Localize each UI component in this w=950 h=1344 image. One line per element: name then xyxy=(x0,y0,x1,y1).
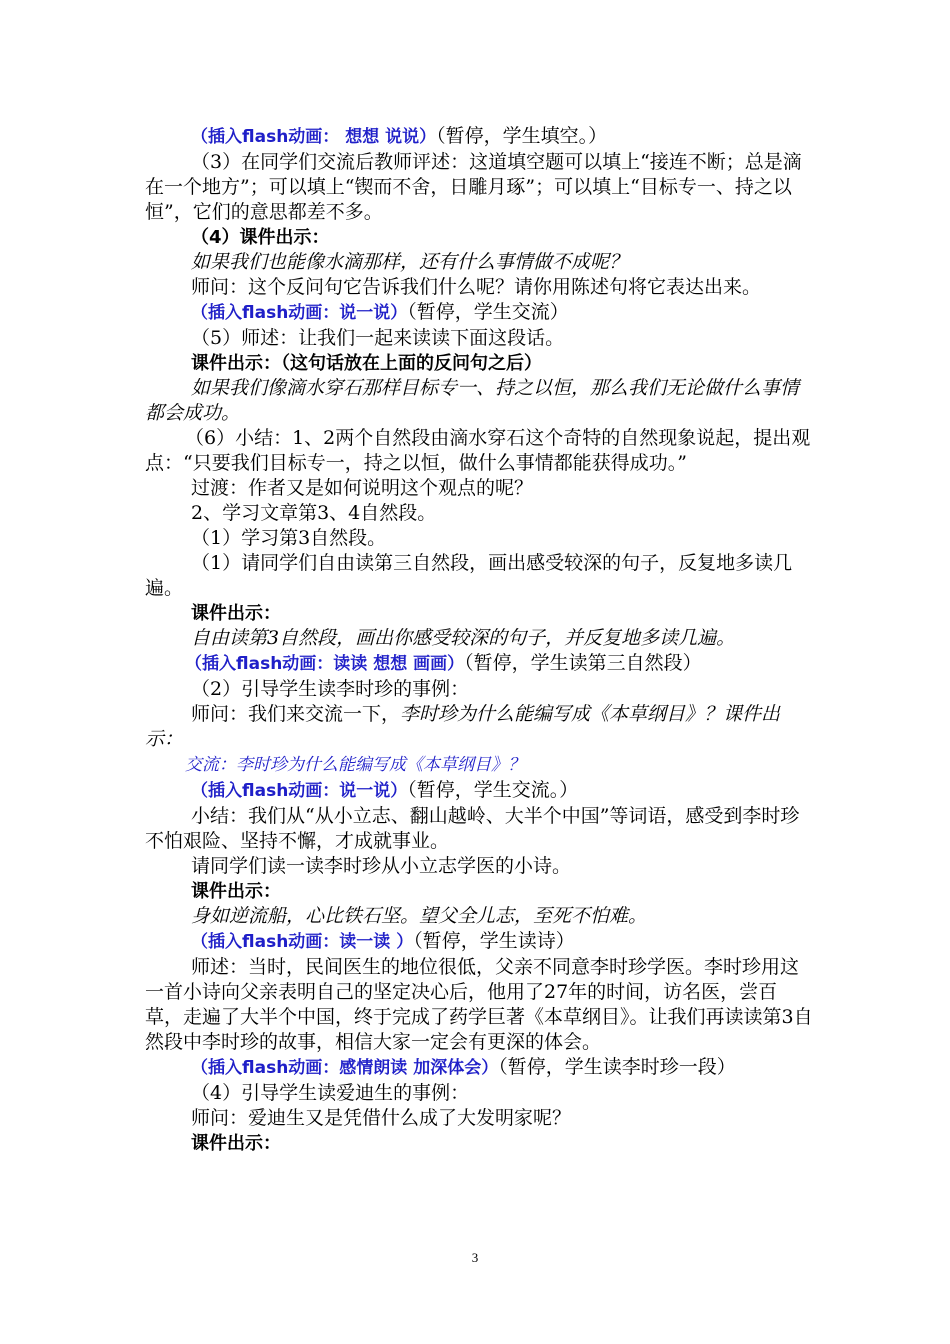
text-run: （3）在同学们交流后教师评述：这道填空题可以填上“接连不断；总是滴在一个地方”；可以填上“锲而不舍，日雕月琢”；可以填上“目标专一、持之以恒”，它们的意思都差不多。 xyxy=(145,151,802,223)
text-run: （暂停，学生交流。） xyxy=(407,779,579,801)
text-run: 小结：我们从“从小立志、翻山越岭、大半个中国”等词语，感受到李时珍不怕艰险、坚持不懈，才成就事业。 xyxy=(145,805,800,852)
text-run: 如果我们像滴水穿石那样目标专一、持之以恒，那么我们无论做什么事情都会成功。 xyxy=(145,377,800,424)
text-run: （插入flash动画：读一读 ） xyxy=(191,932,414,952)
text-run: （1）请同学们自由读第三自然段，画出感受较深的句子，反复地多读几遍。 xyxy=(145,552,793,599)
text-run: （2）引导学生读李时珍的事例： xyxy=(191,678,470,700)
paragraph xyxy=(145,854,815,879)
paragraph xyxy=(145,351,815,376)
text-run: 课件出示： xyxy=(191,603,281,624)
paragraph xyxy=(145,275,815,300)
paragraph xyxy=(145,225,815,250)
text-run: 过渡：作者又是如何说明这个观点的呢？ xyxy=(191,477,534,499)
paragraph xyxy=(145,752,815,778)
text-run: （5）师述：让我们一起来读读下面这段话。 xyxy=(191,327,565,349)
text-run: （插入flash动画：说一说） xyxy=(191,303,408,323)
paragraph xyxy=(145,804,815,854)
paragraph xyxy=(145,904,815,929)
text-run: （暂停，学生读第三自然段） xyxy=(464,652,702,674)
paragraph xyxy=(145,426,815,476)
paragraph xyxy=(145,250,815,275)
paragraph xyxy=(145,501,815,526)
paragraph xyxy=(145,601,815,626)
text-run: （插入flash动画：感情朗读 加深体会） xyxy=(191,1058,499,1078)
paragraph xyxy=(145,150,815,225)
text-run: 课件出示： xyxy=(191,881,281,902)
paragraph xyxy=(145,326,815,351)
paragraph xyxy=(145,1131,815,1156)
text-run: （插入flash动画：说一说） xyxy=(191,781,408,801)
paragraph xyxy=(145,1106,815,1131)
text-run: （暂停，学生填空。） xyxy=(436,125,608,147)
paragraph xyxy=(145,651,815,677)
paragraph xyxy=(145,929,815,955)
text-run: 交流：李时珍为什么能编写成《本草纲目》？ xyxy=(185,755,525,775)
paragraph xyxy=(145,778,815,804)
text-run: 课件出示：（这句话放在上面的反问句之后） xyxy=(191,353,542,374)
text-run: 自由读第3自然段，画出你感受较深的句子，并反复地多读几遍。 xyxy=(191,627,736,649)
text-run: （4）引导学生读爱迪生的事例： xyxy=(191,1082,470,1104)
paragraph xyxy=(145,300,815,326)
text-run: （暂停，学生读诗） xyxy=(413,930,575,952)
paragraph xyxy=(145,1081,815,1106)
paragraph xyxy=(145,879,815,904)
text-run: （6）小结：1、2两个自然段由滴水穿石这个奇特的自然现象说起，提出观点：“只要我们目标专一，持之以恒，做什么事情都能获得成功。” xyxy=(145,427,811,474)
text-run: 课件出示： xyxy=(191,1133,281,1154)
paragraph xyxy=(145,124,815,150)
paragraph xyxy=(145,955,815,1055)
text-run: 请同学们读一读李时珍从小立志学医的小诗。 xyxy=(191,855,572,877)
text-run: （暂停，学生读李时珍一段） xyxy=(498,1056,736,1078)
document-body xyxy=(145,124,815,1156)
text-run: （暂停，学生交流） xyxy=(407,301,569,323)
paragraph xyxy=(145,1055,815,1081)
text-run: 师述：当时，民间医生的地位很低，父亲不同意李时珍学医。李时珍用这一首小诗向父亲表明自己的坚定决心后，他用了27年的时间，访名医，尝百草，走遍了大半个中国，终于完成了药学巨著《本草纲目》。让我们再读读第3自然段中李时珍的故事，相信大家一定会有更深的体会。 xyxy=(145,956,813,1053)
paragraph xyxy=(145,476,815,501)
text-run: （插入flash动画：读读 想想 画画） xyxy=(185,654,465,674)
text-run: （插入flash动画： 想想 说说） xyxy=(191,127,437,147)
paragraph xyxy=(145,376,815,426)
text-run: （4）课件出示： xyxy=(191,227,330,248)
text-run: （1）学习第3自然段。 xyxy=(191,527,387,549)
paragraph xyxy=(145,526,815,551)
page-number: 3 xyxy=(471,1250,479,1265)
text-run: 师问：爱迪生又是凭借什么成了大发明家呢？ xyxy=(191,1107,572,1129)
text-run: 身如逆流船，心比铁石坚。望父全儿志，至死不怕难。 xyxy=(191,905,648,927)
paragraph xyxy=(145,677,815,702)
text-run: 师问：这个反问句它告诉我们什么呢？请你用陈述句将它表达出来。 xyxy=(191,276,762,298)
text-run: 李时珍为什么能编写成《本草纲目》？课件出示： xyxy=(145,703,781,750)
paragraph xyxy=(145,551,815,601)
paragraph xyxy=(145,702,815,752)
text-run: 如果我们也能像水滴那样，还有什么事情做不成呢？ xyxy=(191,251,629,273)
paragraph xyxy=(145,626,815,651)
text-run: 师问：我们来交流一下， xyxy=(191,703,401,725)
text-run: 2、学习文章第3、4自然段。 xyxy=(191,502,437,524)
